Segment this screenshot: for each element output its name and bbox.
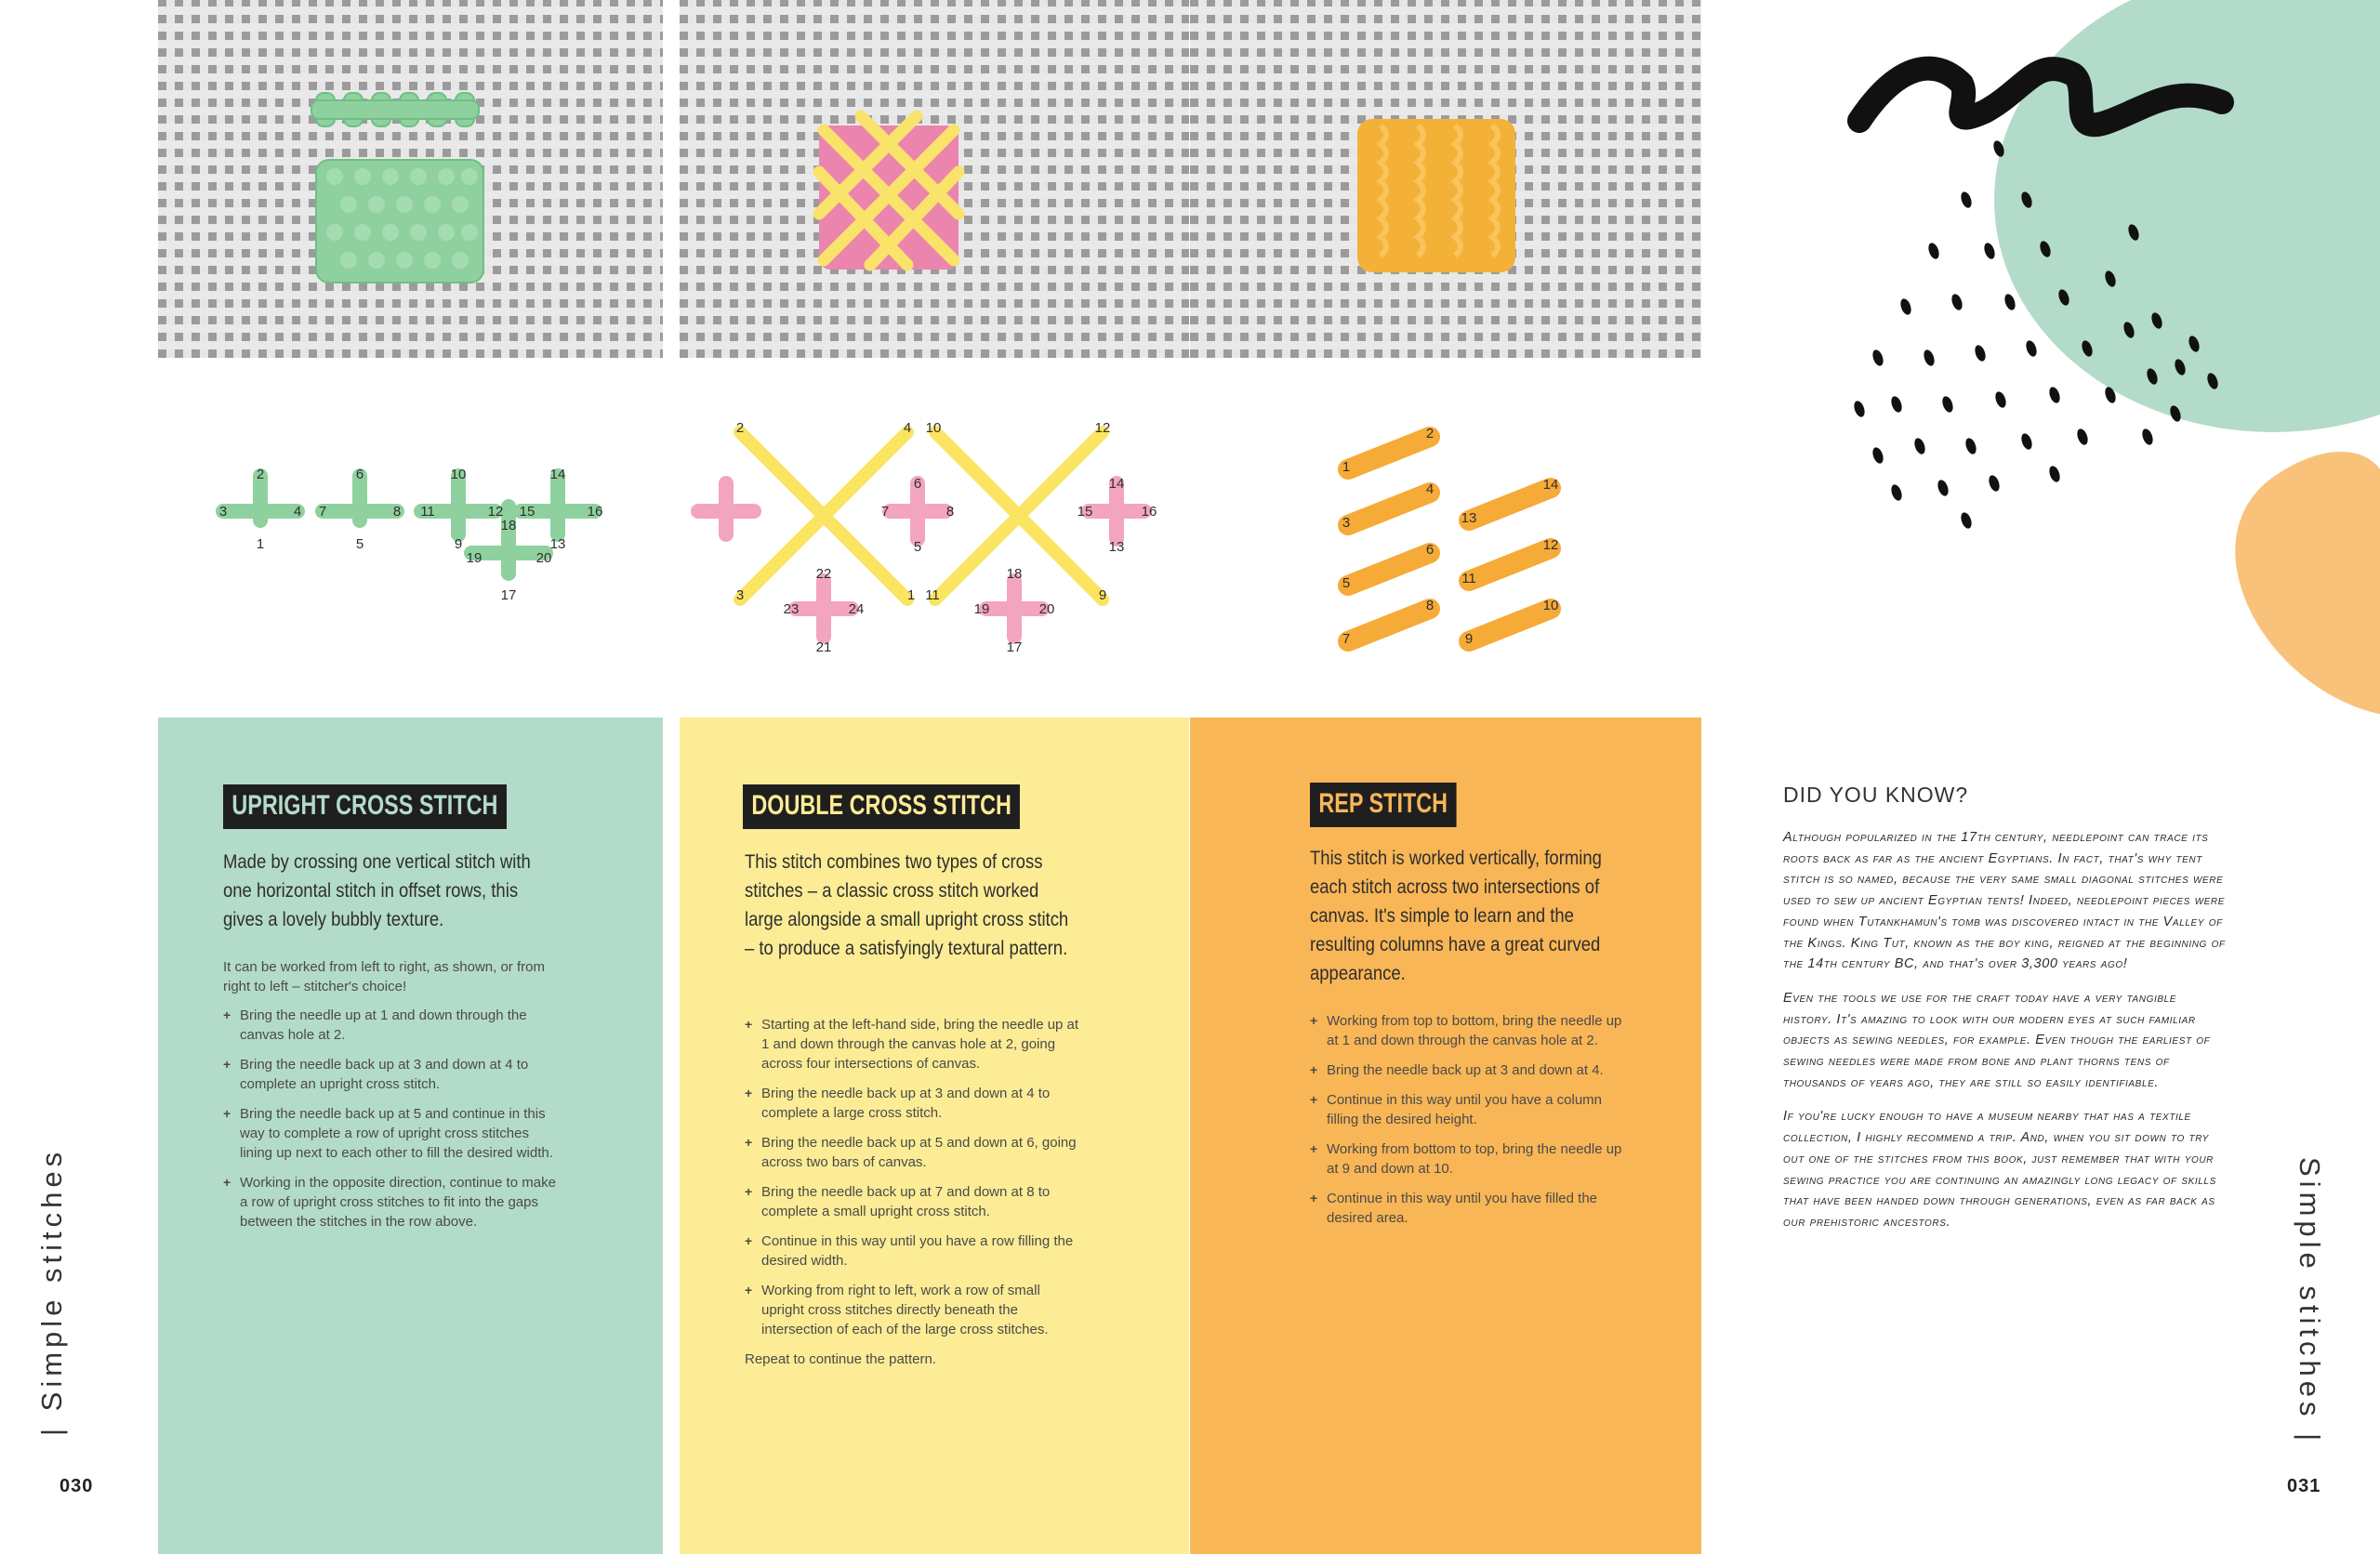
art-dot [1912, 437, 1927, 455]
diagram-number: 5 [1342, 575, 1351, 591]
diagram-number: 1 [256, 536, 265, 552]
art-dot [1993, 390, 2008, 409]
diagram-number: 18 [1006, 566, 1023, 582]
list-item: + Bring the needle back up at 3 and down at 4 to complete a large cross stitch. [745, 1084, 1079, 1123]
art-dot [1889, 395, 1904, 414]
art-dot [1959, 511, 1974, 530]
diagram-upright-cross-stitch [158, 367, 663, 706]
photo-double-cross-stitch [680, 0, 1189, 358]
photo-rep-stitch [1190, 0, 1701, 358]
diagram-number: 1 [906, 587, 916, 603]
art-dot [1987, 474, 2002, 493]
art-dot [1926, 242, 1941, 260]
art-dot [1871, 446, 1885, 465]
double-title: DOUBLE CROSS STITCH [743, 784, 1020, 829]
diagram-number: 8 [1425, 598, 1435, 613]
diagram-number: 2 [735, 420, 745, 436]
diagram-number: 3 [735, 587, 745, 603]
peach-blob [2235, 452, 2380, 716]
list-item: + Bring the needle back up at 5 and continue in this way to complete a row of upright cross stitches lining up next to each other to fill the desired width. [223, 1104, 558, 1163]
diagram-number: 7 [1342, 631, 1351, 647]
diagram-number: 4 [903, 420, 912, 436]
list-item: + Bring the needle back up at 7 and down at 8 to complete a small upright cross stitch. [745, 1182, 1079, 1221]
page-number-left: 030 [60, 1476, 94, 1496]
photo-upright-cross-stitch [158, 0, 663, 358]
diagram-number: 13 [1461, 510, 1477, 526]
diagram-number: 23 [783, 601, 800, 617]
double-closing: Repeat to continue the pattern. [745, 1351, 936, 1367]
diagram-number: 22 [815, 566, 832, 582]
diagram-number: 17 [1006, 639, 1023, 655]
list-item: + Bring the needle back up at 3 and down at 4. [1310, 1060, 1626, 1080]
section-label-left: | Simple stitches [35, 1147, 68, 1436]
diagram-number: 16 [587, 504, 603, 520]
art-dot [1959, 191, 1974, 209]
art-dot [1973, 344, 1988, 362]
art-dot [1940, 395, 1955, 414]
rep-steps [1310, 1011, 1626, 1228]
diagram-number: 9 [1464, 631, 1474, 647]
diagram-number: 2 [1425, 426, 1435, 441]
panel-rep-stitch [1190, 718, 1701, 1554]
art-dot [1852, 400, 1867, 418]
did-you-know-paragraph: Although popularized in the 17th century, needlepoint can trace its roots back as far as the ancient Egyptians. In fact, that's why tent stitch is so named, because the very same small diagonal stitches were used to sew up ancient Egyptian tents! Indeed, needlepoint pieces were found when Tutankhamun's tomb was discovered intact in the Valley of the Kings. King Tut, known as the boy king, reigned at the beginning of the 14th century BC, and that's over 3,300 years ago! [1783, 830, 2226, 972]
art-dot [2047, 465, 2062, 483]
diagram-number: 11 [1461, 571, 1476, 586]
diagram-number: 3 [1342, 515, 1351, 531]
green-stitch-sample [158, 0, 663, 358]
diagram-number: 24 [848, 601, 865, 617]
diagram-number: 5 [355, 536, 364, 552]
diagram-number: 7 [880, 504, 890, 520]
diagram-number: 10 [1542, 598, 1559, 613]
upright-para: It can be worked from left to right, as shown, or from right to left – stitcher's choice! [223, 959, 545, 994]
diagram-number: 21 [815, 639, 832, 655]
diagram-number: 20 [536, 550, 552, 566]
list-item: + Continue in this way until you have filled the desired area. [1310, 1189, 1626, 1228]
rep-body [1310, 1011, 1626, 1238]
page-number-right: 031 [2287, 1476, 2321, 1496]
diagram-number: 7 [318, 504, 327, 520]
diagram-number: 4 [1425, 481, 1435, 497]
art-dot [2140, 428, 2155, 446]
pink-yellow-stitch-sample [680, 0, 1189, 358]
upright-diagram-svg [158, 367, 663, 706]
diagram-number: 14 [1108, 476, 1125, 492]
diagram-number: 20 [1038, 601, 1055, 617]
art-dot [1982, 242, 1997, 260]
diagram-number: 12 [1094, 420, 1111, 436]
diagram-number: 13 [549, 536, 566, 552]
diagram-double-cross-stitch [680, 367, 1189, 706]
diagram-number: 15 [1077, 504, 1093, 520]
panel-double-cross-stitch [680, 718, 1189, 1554]
art-dot [1889, 483, 1904, 502]
rep-diagram-svg [1190, 367, 1701, 706]
diagram-number: 17 [500, 587, 517, 603]
did-you-know-paragraph: Even the tools we use for the craft today have a very tangible history. It's amazing to look with our modern eyes at such familiar objects as sewing needles, for example. Even though the earliest of sewing needles were made from bone and plant thorns tens of thousands of years ago, they are still so easily identifiable. [1783, 990, 2211, 1090]
list-item: + Working from top to bottom, bring the needle up at 1 and down through the canvas hole at 2. [1310, 1011, 1626, 1050]
diagram-number: 15 [519, 504, 536, 520]
list-item: + Continue in this way until you have a row filling the desired width. [745, 1231, 1079, 1271]
orange-stitch-sample [1190, 0, 1701, 358]
list-item: + Bring the needle up at 1 and down through the canvas hole at 2. [223, 1006, 558, 1045]
list-item: + Starting at the left-hand side, bring the needle up at 1 and down through the canvas hole at 2, going across four intersections of canvas. [745, 1015, 1079, 1073]
diagram-number: 2 [256, 467, 265, 482]
art-dot [2024, 339, 2039, 358]
diagram-number: 19 [973, 601, 990, 617]
diagram-number: 6 [355, 467, 364, 482]
diagram-number: 6 [1425, 542, 1435, 558]
double-diagram-svg [680, 367, 1189, 706]
diagram-number: 9 [454, 536, 463, 552]
art-dot [1871, 349, 1885, 367]
diagram-number: 14 [549, 467, 566, 482]
art-dot [2003, 293, 2017, 311]
art-dot [1950, 293, 1964, 311]
upright-body [223, 957, 558, 1242]
diagram-number: 11 [925, 587, 940, 603]
art-dot [1964, 437, 1978, 455]
diagram-number: 19 [466, 550, 483, 566]
double-intro: This stitch combines two types of cross stitches – a classic cross stitch worked large alongside a small upright cross stitch – to produce a satisfyingly textural pattern. [745, 851, 1069, 959]
upright-intro: Made by crossing one vertical stitch with one horizontal stitch in offset rows, this gives a lovely bubbly texture. [223, 851, 531, 930]
diagram-number: 12 [1542, 537, 1559, 553]
list-item: + Bring the needle back up at 5 and down at 6, going across two bars of canvas. [745, 1133, 1079, 1172]
list-item: + Working in the opposite direction, continue to make a row of upright cross stitches to fit into the gaps between the stitches in the row above. [223, 1173, 558, 1231]
diagram-number: 4 [293, 504, 302, 520]
art-dot [2075, 428, 2090, 446]
art-dot [1898, 297, 1913, 316]
list-item: + Working from right to left, work a row of small upright cross stitches directly beneath the intersection of each of the large cross stitches. [745, 1281, 1079, 1339]
art-dot [2019, 432, 2034, 451]
list-item: + Working from bottom to top, bring the needle up at 9 and down at 10. [1310, 1139, 1626, 1179]
list-item: + Continue in this way until you have a column filling the desired height. [1310, 1090, 1626, 1129]
diagram-number: 18 [500, 518, 517, 533]
double-body [745, 1015, 1079, 1378]
diagram-number: 9 [1098, 587, 1107, 603]
diagram-number: 6 [913, 476, 922, 492]
diagram-rep-stitch [1190, 367, 1701, 706]
rep-title: REP STITCH [1310, 783, 1456, 827]
double-steps [745, 1015, 1079, 1339]
art-dot [1922, 349, 1937, 367]
diagram-number: 1 [1342, 459, 1351, 475]
did-you-know-paragraph: If you're lucky enough to have a museum nearby that has a textile collection, I highly recommend a trip. And, when you sit down to try out one of the stitches from this book, just remember that with your sewing practice you are continuing an amazingly long legacy of skills that have been handed down through generations, even as far back as our prehistoric ancestors. [1783, 1109, 2216, 1230]
diagram-number: 11 [420, 504, 435, 520]
diagram-number: 10 [925, 420, 942, 436]
section-label-right: Simple stitches | [2294, 1157, 2326, 1446]
art-dot [1936, 479, 1950, 497]
panel-upright-cross-stitch [158, 718, 663, 1554]
rep-intro: This stitch is worked vertically, forming each stitch across two intersections of canvas. It's simple to learn and the resulting columns have a great curved appearance. [1310, 848, 1602, 984]
diagram-number: 8 [392, 504, 402, 520]
diagram-number: 12 [487, 504, 504, 520]
did-you-know-title: DID YOU KNOW? [1783, 783, 1969, 807]
diagram-number: 10 [450, 467, 467, 482]
upright-title: UPRIGHT CROSS STITCH [223, 784, 507, 829]
diagram-number: 5 [913, 539, 922, 555]
diagram-number: 14 [1542, 477, 1559, 493]
upright-steps [223, 1006, 558, 1231]
diagram-number: 3 [218, 504, 228, 520]
diagram-number: 8 [945, 504, 955, 520]
list-item: + Bring the needle back up at 3 and down at 4 to complete an upright cross stitch. [223, 1055, 558, 1094]
diagram-number: 13 [1108, 539, 1125, 555]
did-you-know-body [1783, 827, 2229, 1246]
art-dot [2047, 386, 2062, 404]
decorative-art [1757, 0, 2380, 716]
diagram-number: 16 [1141, 504, 1157, 520]
